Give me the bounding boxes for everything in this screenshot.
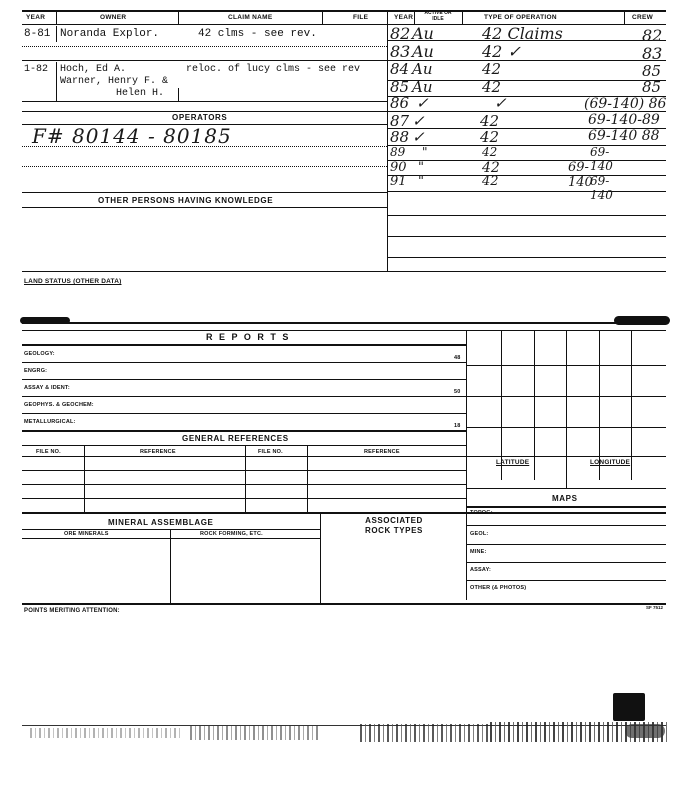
activity-status: ✓: [412, 112, 425, 130]
activity-year: 87: [390, 112, 410, 130]
activity-crew: 82: [642, 26, 663, 45]
activity-status: ": [422, 145, 428, 159]
activity-year: 89: [390, 145, 406, 159]
form-number: SF 7512: [646, 605, 664, 610]
operators-entry: F# 80144 - 80185: [32, 124, 232, 148]
owner-row-owner: Hoch, Ed A.: [60, 64, 127, 75]
reports-title: R E P O R T S: [206, 332, 291, 342]
rock-forming-label: ROCK FORMING, ETC.: [200, 531, 263, 537]
activity-type: 42 Claims: [482, 24, 563, 43]
activity-status: ✓: [416, 94, 429, 112]
activity-status: Au: [412, 78, 433, 96]
col-header-type-of-operation: TYPE OF OPERATION: [484, 14, 557, 21]
col-header-active-idle: ACTIVE OR IDLE: [424, 10, 452, 22]
activity-status: ": [418, 160, 424, 175]
owner-row-year: 8-81: [24, 28, 51, 40]
land-status-label: LAND STATUS (OTHER DATA): [24, 278, 122, 285]
col-header-owner: OWNER: [100, 14, 127, 21]
activity-type: 42 ✓: [482, 42, 521, 61]
report-label-engrg: ENGRG:: [24, 368, 48, 374]
col-header-year-activity: YEAR: [394, 14, 414, 21]
report-label-geophys: GEOPHYS. & GEOCHEM:: [24, 402, 94, 408]
activity-status: ": [418, 174, 424, 189]
activity-crew: (69-140) 86: [584, 96, 667, 112]
operators-title: OPERATORS: [172, 113, 228, 122]
activity-type: 42: [480, 112, 500, 130]
col-header-crew: CREW: [632, 14, 654, 21]
activity-year: 84: [390, 60, 410, 78]
owner-row-claim: reloc. of lucy clms - see rev: [186, 64, 361, 75]
report-num: 50: [454, 389, 461, 395]
report-label-metallurgical: METALLURGICAL:: [24, 419, 76, 425]
col-header-file: FILE: [353, 14, 369, 21]
maps-geol-label: GEOL:: [470, 531, 489, 537]
points-meriting-attention-label: POINTS MERITING ATTENTION:: [24, 608, 120, 614]
owner-row-year: 1-82: [24, 64, 49, 75]
owner-row-owner: Helen H.: [116, 88, 165, 99]
activity-year: 85: [390, 78, 410, 96]
activity-crew: 69-140: [590, 145, 613, 173]
report-label-geology: GEOLOGY:: [24, 351, 55, 357]
activity-status: Au: [412, 24, 434, 43]
maps-title: MAPS: [552, 494, 578, 503]
activity-type: 42: [480, 128, 500, 146]
scan-blot: [625, 724, 665, 738]
owner-row-owner: Noranda Explor.: [60, 28, 160, 40]
activity-type: 42: [482, 174, 499, 189]
ore-minerals-label: ORE MINERALS: [64, 531, 109, 537]
col-file-no: FILE NO.: [258, 449, 283, 455]
activity-status: Au: [412, 60, 433, 78]
scan-blot: [613, 693, 645, 721]
report-label-assay: ASSAY & IDENT:: [24, 385, 70, 391]
col-header-claim-name: CLAIM NAME: [228, 14, 273, 21]
maps-mine-label: MINE:: [470, 549, 487, 555]
activity-type: 42: [482, 145, 498, 159]
maps-topog-label: TOPOG:: [470, 510, 493, 516]
activity-crew: 69-140 88: [588, 128, 660, 144]
activity-crew: 69-140-89: [588, 112, 660, 128]
activity-year: 86: [390, 94, 410, 112]
activity-year: 90: [390, 160, 407, 175]
col-file-no: FILE NO.: [36, 449, 61, 455]
activity-crew: 85: [642, 62, 662, 80]
general-references-title: GENERAL REFERENCES: [182, 434, 289, 443]
associated-rock-types-label: ASSOCIATED ROCK TYPES: [364, 516, 423, 535]
col-header-year: YEAR: [26, 14, 46, 21]
col-reference: REFERENCE: [364, 449, 400, 455]
activity-type: 42: [482, 160, 500, 176]
maps-other-label: OTHER (& PHOTOS): [470, 585, 527, 591]
other-persons-title: OTHER PERSONS HAVING KNOWLEDGE: [98, 196, 274, 205]
activity-crew: 83: [642, 44, 663, 63]
activity-crew: 69-140: [590, 174, 613, 202]
activity-year: 83: [390, 42, 411, 61]
activity-year: 91: [390, 174, 407, 189]
activity-status: Au: [412, 42, 434, 61]
owner-row-owner: Warner, Henry F. &: [60, 76, 169, 87]
activity-crew: 69-140: [568, 160, 593, 190]
activity-year: 88: [390, 128, 410, 146]
activity-type: 42: [482, 60, 502, 78]
latitude-label: LATITUDE: [496, 459, 530, 466]
report-num: 48: [454, 355, 461, 361]
col-reference: REFERENCE: [140, 449, 176, 455]
mineral-assemblage-title: MINERAL ASSEMBLAGE: [108, 518, 214, 527]
activity-crew: 85: [642, 78, 662, 96]
activity-type: 42: [482, 78, 502, 96]
activity-status: ✓: [412, 128, 425, 146]
longitude-label: LONGITUDE: [590, 459, 631, 466]
owner-row-claim: 42 clms - see rev.: [198, 28, 317, 40]
activity-year: 82: [390, 24, 411, 43]
activity-type: ✓: [494, 94, 507, 112]
report-num: 18: [454, 423, 461, 429]
maps-assay-label: ASSAY:: [470, 567, 492, 573]
